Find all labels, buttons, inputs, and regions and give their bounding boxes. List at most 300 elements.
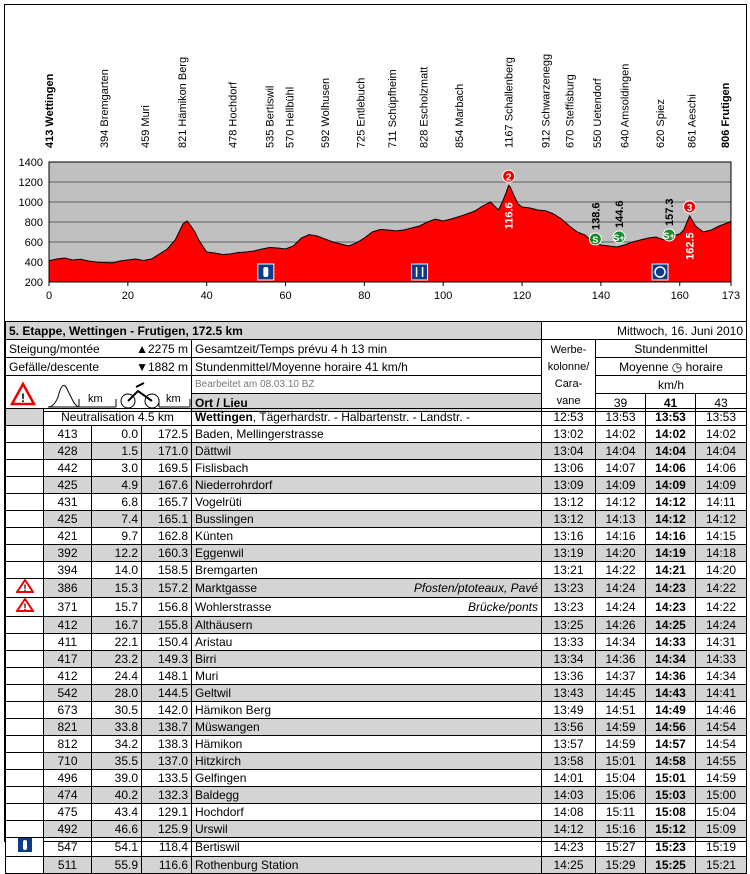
icon-cell <box>6 668 44 685</box>
km-done: 30.5 <box>92 702 142 719</box>
time-43: 14:11 <box>696 494 747 511</box>
table-row <box>6 634 747 651</box>
time-43: 14:31 <box>696 634 747 651</box>
time-43: 14:46 <box>696 702 747 719</box>
table-row <box>6 443 747 460</box>
time-41: 15:03 <box>646 787 696 804</box>
time-43: 14:34 <box>696 668 747 685</box>
place-label: Marktgasse <box>195 580 258 595</box>
place-label: Urswil <box>195 821 228 836</box>
table-row <box>6 685 747 702</box>
mountain-prize-number: 2 <box>505 172 512 184</box>
place-name <box>192 598 542 617</box>
time-39: 14:34 <box>596 634 646 651</box>
stage-title: 5. Etappe, Wettingen - Frutigen, 172.5 km <box>6 322 542 340</box>
descent-value: ▼1882 m <box>136 359 188 374</box>
km-done: 0.0 <box>92 426 142 443</box>
km-remaining: 162.8 <box>142 528 192 545</box>
icon-cell <box>6 511 44 528</box>
table-row <box>6 562 747 579</box>
altitude: 492 <box>44 821 92 838</box>
x-tick-label: 20 <box>121 290 134 302</box>
place-label: 725 Entlebuch <box>355 77 368 148</box>
x-tick-label: 140 <box>591 290 611 302</box>
table-row <box>6 857 747 874</box>
altitude: 431 <box>44 494 92 511</box>
svg-text:!: ! <box>21 390 25 405</box>
time-43: 14:12 <box>696 511 747 528</box>
icon-cell <box>6 562 44 579</box>
place-label: Wohlerstrasse <box>195 599 272 614</box>
time-41: 14:25 <box>646 617 696 634</box>
time-39: 14:59 <box>596 736 646 753</box>
x-tick-label: 40 <box>200 290 213 302</box>
time-39: 14:51 <box>596 702 646 719</box>
x-tick-label: 0 <box>45 290 53 302</box>
time-43: 15:19 <box>696 838 747 857</box>
svg-text:!: ! <box>23 602 26 612</box>
x-tick-label: 60 <box>279 290 292 302</box>
caravan-time: 14:25 <box>542 857 596 874</box>
stage-info-table <box>5 321 747 412</box>
km-remaining: 172.5 <box>142 426 192 443</box>
caravan-time: 13:06 <box>542 460 596 477</box>
time-43: 15:04 <box>696 804 747 821</box>
time-39: 14:59 <box>596 719 646 736</box>
place-label: Hochdorf <box>195 804 244 819</box>
time-41: 15:23 <box>646 838 696 857</box>
place-label: 640 Amsoldingen <box>619 63 632 148</box>
place-label: 1167 Schallenberg <box>503 57 516 148</box>
km-done: 33.8 <box>92 719 142 736</box>
time-43: 15:21 <box>696 857 747 874</box>
caravan-time: 13:21 <box>542 562 596 579</box>
km-done: 4.9 <box>92 477 142 494</box>
time-39: 14:09 <box>596 477 646 494</box>
km-remaining: 156.8 <box>142 598 192 617</box>
time-41: 14:36 <box>646 668 696 685</box>
time-43: 15:09 <box>696 821 747 838</box>
icon-cell <box>6 736 44 753</box>
start-t41: 13:53 <box>646 409 696 426</box>
bottle-shape <box>263 267 268 277</box>
km-remaining: 144.5 <box>142 685 192 702</box>
y-tick-label: 1400 <box>18 157 43 169</box>
y-tick-label: 1000 <box>18 197 43 209</box>
caravan-time: 13:33 <box>542 634 596 651</box>
time-39: 14:04 <box>596 443 646 460</box>
sprint-km-label: 144.6 <box>614 200 627 228</box>
caravan-time: 13:25 <box>542 617 596 634</box>
caravan-time: 13:09 <box>542 477 596 494</box>
table-row <box>6 617 747 634</box>
x-tick-label: 120 <box>512 290 532 302</box>
time-43: 14:04 <box>696 443 747 460</box>
table-row <box>6 736 747 753</box>
place-label: Baldegg <box>195 787 240 802</box>
icon-cell <box>6 634 44 651</box>
km-remaining: 160.3 <box>142 545 192 562</box>
time-43: 14:22 <box>696 579 747 598</box>
place-label: Bremgarten <box>195 562 258 577</box>
place-name <box>192 562 542 579</box>
altitude: 417 <box>44 651 92 668</box>
caravan-time: 13:02 <box>542 426 596 443</box>
place-label: Niederrohrdorf <box>195 477 273 492</box>
time-43: 14:24 <box>696 617 747 634</box>
altitude: 474 <box>44 787 92 804</box>
place-label: Hitzkirch <box>195 753 242 768</box>
y-tick-label: 1200 <box>18 177 43 189</box>
place-name <box>192 668 542 685</box>
altitude: 812 <box>44 736 92 753</box>
warning-icon <box>16 598 34 612</box>
altitude: 411 <box>44 634 92 651</box>
km-remaining: 148.1 <box>142 668 192 685</box>
sprint-symbol: S+ <box>663 231 675 241</box>
place-label: Rothenburg Station <box>195 857 299 872</box>
caravan-time: 14:03 <box>542 787 596 804</box>
altitude: 412 <box>44 617 92 634</box>
neutralisation: Neutralisation 4.5 km <box>44 409 192 426</box>
place-label: Eggenwil <box>195 545 244 560</box>
time-39: 15:11 <box>596 804 646 821</box>
place-name <box>192 494 542 511</box>
time-39: 15:29 <box>596 857 646 874</box>
table-row <box>6 719 747 736</box>
y-tick-label: 200 <box>24 277 43 289</box>
time-39: 14:22 <box>596 562 646 579</box>
caravan-l2: kolonne/ <box>547 360 590 373</box>
place-label: Althäusern <box>195 617 253 632</box>
sprint-symbol: S <box>592 235 599 245</box>
time-41: 14:19 <box>646 545 696 562</box>
time-41: 14:57 <box>646 736 696 753</box>
altitude: 412 <box>44 668 92 685</box>
km-remaining: 138.3 <box>142 736 192 753</box>
caravan-time: 13:12 <box>542 494 596 511</box>
sprint-symbol: S+ <box>613 233 625 243</box>
caravan-time: 14:12 <box>542 821 596 838</box>
place-name <box>192 634 542 651</box>
table-row <box>6 426 747 443</box>
km-done: 23.2 <box>92 651 142 668</box>
km-remaining: 171.0 <box>142 443 192 460</box>
table-row <box>6 494 747 511</box>
icon-cell <box>6 651 44 668</box>
time-43: 14:54 <box>696 736 747 753</box>
altitude: 425 <box>44 511 92 528</box>
km-remaining: 142.0 <box>142 702 192 719</box>
icon-cell <box>6 617 44 634</box>
place-note: Brücke/ponts <box>467 599 538 614</box>
caravan-time: 13:19 <box>542 545 596 562</box>
time-41: 14:09 <box>646 477 696 494</box>
place-label: Busslingen <box>195 511 254 526</box>
icon-cell <box>6 409 44 426</box>
table-row <box>6 838 747 857</box>
place-label: Dättwil <box>195 443 232 458</box>
caravan-time: 13:16 <box>542 528 596 545</box>
time-39: 14:16 <box>596 528 646 545</box>
caravan-time: 13:49 <box>542 702 596 719</box>
mountain-prize-number: 3 <box>686 202 693 214</box>
time-41: 14:23 <box>646 579 696 598</box>
km-remaining: 116.6 <box>142 857 192 874</box>
km-remaining: 158.5 <box>142 562 192 579</box>
place-name <box>192 804 542 821</box>
speed-41: 41 <box>646 394 696 412</box>
place-label: 413 Wettingen <box>44 73 56 148</box>
altitude: 371 <box>44 598 92 617</box>
place-label: 861 Aeschi <box>686 94 699 148</box>
place-label: 670 Steffisburg <box>564 74 577 148</box>
icon-cell <box>6 787 44 804</box>
place-label: 478 Hochdorf <box>227 81 240 148</box>
table-row <box>6 460 747 477</box>
caravan-time: 13:23 <box>542 579 596 598</box>
start-row <box>6 409 747 426</box>
bottle-icon <box>17 838 33 852</box>
start-t39: 13:53 <box>596 409 646 426</box>
icon-cell <box>6 494 44 511</box>
km-done: 1.5 <box>92 443 142 460</box>
altitude: 511 <box>44 857 92 874</box>
place-label: 620 Spiez <box>655 99 668 148</box>
time-43: 14:15 <box>696 528 747 545</box>
speed-39: 39 <box>596 394 646 412</box>
time-39: 14:26 <box>596 617 646 634</box>
place-label: 535 Bertiswil <box>264 85 277 148</box>
place-name <box>192 579 542 598</box>
icon-cell <box>6 460 44 477</box>
icon-cell <box>6 598 44 617</box>
place-label: Muri <box>195 668 219 683</box>
sprint-km-label: 138.6 <box>590 202 603 230</box>
km-done: 15.3 <box>92 579 142 598</box>
table-row <box>6 753 747 770</box>
time-43: 14:59 <box>696 770 747 787</box>
start-place <box>192 409 542 426</box>
time-39: 15:16 <box>596 821 646 838</box>
mean-hor-label: horaire <box>685 359 723 374</box>
table-row <box>6 668 747 685</box>
clock-icon: ◷ <box>671 359 683 374</box>
place-name <box>192 770 542 787</box>
x-tick-label: 100 <box>434 290 453 302</box>
descent-label: Gefälle/descente <box>9 359 100 374</box>
time-41: 14:34 <box>646 651 696 668</box>
time-41: 15:01 <box>646 770 696 787</box>
x-tick-label: 173 <box>721 290 741 302</box>
caravan-time: 13:34 <box>542 651 596 668</box>
warning-icon <box>12 384 34 405</box>
time-39: 15:04 <box>596 770 646 787</box>
km-remaining: 155.8 <box>142 617 192 634</box>
place-name <box>192 443 542 460</box>
speed-43: 43 <box>696 394 747 412</box>
km-done: 7.4 <box>92 511 142 528</box>
sprint-km-label: 157.3 <box>664 198 677 226</box>
caravan-time: 13:57 <box>542 736 596 753</box>
time-39: 15:27 <box>596 838 646 857</box>
table-row <box>6 545 747 562</box>
place-name <box>192 736 542 753</box>
mean-moyenne <box>596 358 747 376</box>
time-43: 14:54 <box>696 719 747 736</box>
time-39: 15:06 <box>596 787 646 804</box>
time-39: 14:45 <box>596 685 646 702</box>
table-row <box>6 804 747 821</box>
y-tick-label: 400 <box>24 257 43 269</box>
km-remaining: 132.3 <box>142 787 192 804</box>
total-time: Gesamtzeit/Temps prévu 4 h 13 min <box>192 340 542 358</box>
km-done: 16.7 <box>92 617 142 634</box>
time-41: 15:08 <box>646 804 696 821</box>
time-39: 14:02 <box>596 426 646 443</box>
place-label: 854 Marbach <box>453 83 466 148</box>
place-label: Künten <box>195 528 234 543</box>
icon-cell <box>6 821 44 838</box>
altitude: 673 <box>44 702 92 719</box>
time-41: 14:58 <box>646 753 696 770</box>
caravan-time: 13:56 <box>542 719 596 736</box>
altitude: 547 <box>44 838 92 857</box>
icon-cell <box>6 579 44 598</box>
place-name <box>192 719 542 736</box>
time-39: 14:20 <box>596 545 646 562</box>
place-label: Fislisbach <box>195 460 249 475</box>
time-41: 14:16 <box>646 528 696 545</box>
time-43: 14:18 <box>696 545 747 562</box>
time-41: 14:21 <box>646 562 696 579</box>
time-39: 14:12 <box>596 494 646 511</box>
time-39: 14:24 <box>596 598 646 617</box>
time-41: 14:43 <box>646 685 696 702</box>
mountain-km-label: 116.6 <box>503 202 516 230</box>
km-done: 43.4 <box>92 804 142 821</box>
y-tick-label: 800 <box>24 217 43 229</box>
place-label: 459 Muri <box>140 105 153 148</box>
icon-cell <box>6 426 44 443</box>
time-41: 14:04 <box>646 443 696 460</box>
km-done: 22.1 <box>92 634 142 651</box>
km-remaining: 165.1 <box>142 511 192 528</box>
time-43: 14:09 <box>696 477 747 494</box>
place-name <box>192 787 542 804</box>
place-label: Müswangen <box>195 719 260 734</box>
place-label: Birri <box>195 651 217 666</box>
caravan-time: 13:58 <box>542 753 596 770</box>
food-icon <box>412 264 428 280</box>
elevation-profile-chart <box>0 0 750 320</box>
edited-note: Bearbeitet am 08.03.10 BZ <box>192 376 542 394</box>
time-43: 14:02 <box>696 426 747 443</box>
altitude: 394 <box>44 562 92 579</box>
place-name <box>192 477 542 494</box>
altitude: 496 <box>44 770 92 787</box>
time-41: 14:12 <box>646 511 696 528</box>
time-41: 14:23 <box>646 598 696 617</box>
caravan-header <box>542 340 596 412</box>
start-caravan: 12:53 <box>542 409 596 426</box>
icon-cell <box>6 702 44 719</box>
altitude: 421 <box>44 528 92 545</box>
place-label: 394 Bremgarten <box>99 69 112 148</box>
time-43: 14:22 <box>696 598 747 617</box>
icon-cell <box>6 753 44 770</box>
mean-title: Stundenmittel <box>596 340 747 358</box>
altitude: 413 <box>44 426 92 443</box>
caravan-time: 13:36 <box>542 668 596 685</box>
km-remaining: 137.0 <box>142 753 192 770</box>
caravan-l3: Cara- <box>554 377 583 390</box>
place-label: Geltwil <box>195 685 232 700</box>
km-done: 54.1 <box>92 838 142 857</box>
icon-cell <box>6 838 44 857</box>
place-name <box>192 511 542 528</box>
km-remaining: 169.5 <box>142 460 192 477</box>
start-t43: 13:53 <box>696 409 747 426</box>
place-label: 828 Escholzmatt <box>418 66 431 148</box>
table-row <box>6 579 747 598</box>
route-table <box>5 408 747 874</box>
caravan-l4: vane <box>556 394 581 407</box>
place-name <box>192 685 542 702</box>
mean-speed: Stundenmittel/Moyenne horaire 41 km/h <box>192 358 542 376</box>
km-done: 15.7 <box>92 598 142 617</box>
place-name <box>192 838 542 857</box>
altitude: 425 <box>44 477 92 494</box>
place-label: Vogelrüti <box>195 494 242 509</box>
place-label: 912 Schwarzenegg <box>540 53 553 148</box>
km-remaining: 167.6 <box>142 477 192 494</box>
table-row <box>6 821 747 838</box>
icon-cell <box>6 719 44 736</box>
time-43: 15:00 <box>696 787 747 804</box>
icon-cell <box>6 443 44 460</box>
km-remaining: 118.4 <box>142 838 192 857</box>
caravan-l1: Werbe- <box>550 343 587 356</box>
place-label: 806 Frutigen <box>720 82 733 148</box>
mountain-km-label: 162.5 <box>684 232 697 260</box>
km-done: 34.2 <box>92 736 142 753</box>
time-39: 14:24 <box>596 579 646 598</box>
time-39: 14:37 <box>596 668 646 685</box>
place-name <box>192 821 542 838</box>
mean-moy-label: Moyenne <box>619 359 669 374</box>
table-row <box>6 702 747 719</box>
table-row <box>6 787 747 804</box>
km-done: 39.0 <box>92 770 142 787</box>
place-label: 711 Schüpfheim <box>386 69 399 148</box>
km-remaining: 125.9 <box>142 821 192 838</box>
profile-km-icon <box>48 385 116 407</box>
km-remaining: 129.1 <box>142 804 192 821</box>
y-tick-label: 600 <box>24 237 43 249</box>
km-done: 6.8 <box>92 494 142 511</box>
place-name <box>192 545 542 562</box>
altitude: 386 <box>44 579 92 598</box>
warning-icon <box>16 579 34 593</box>
km-done: 35.5 <box>92 753 142 770</box>
km-remaining: 165.7 <box>142 494 192 511</box>
place-label: Baden, Mellingerstrasse <box>195 426 324 441</box>
icon-cell <box>6 770 44 787</box>
time-39: 14:36 <box>596 651 646 668</box>
place-label: Bertiswil <box>195 839 240 854</box>
time-41: 15:25 <box>646 857 696 874</box>
